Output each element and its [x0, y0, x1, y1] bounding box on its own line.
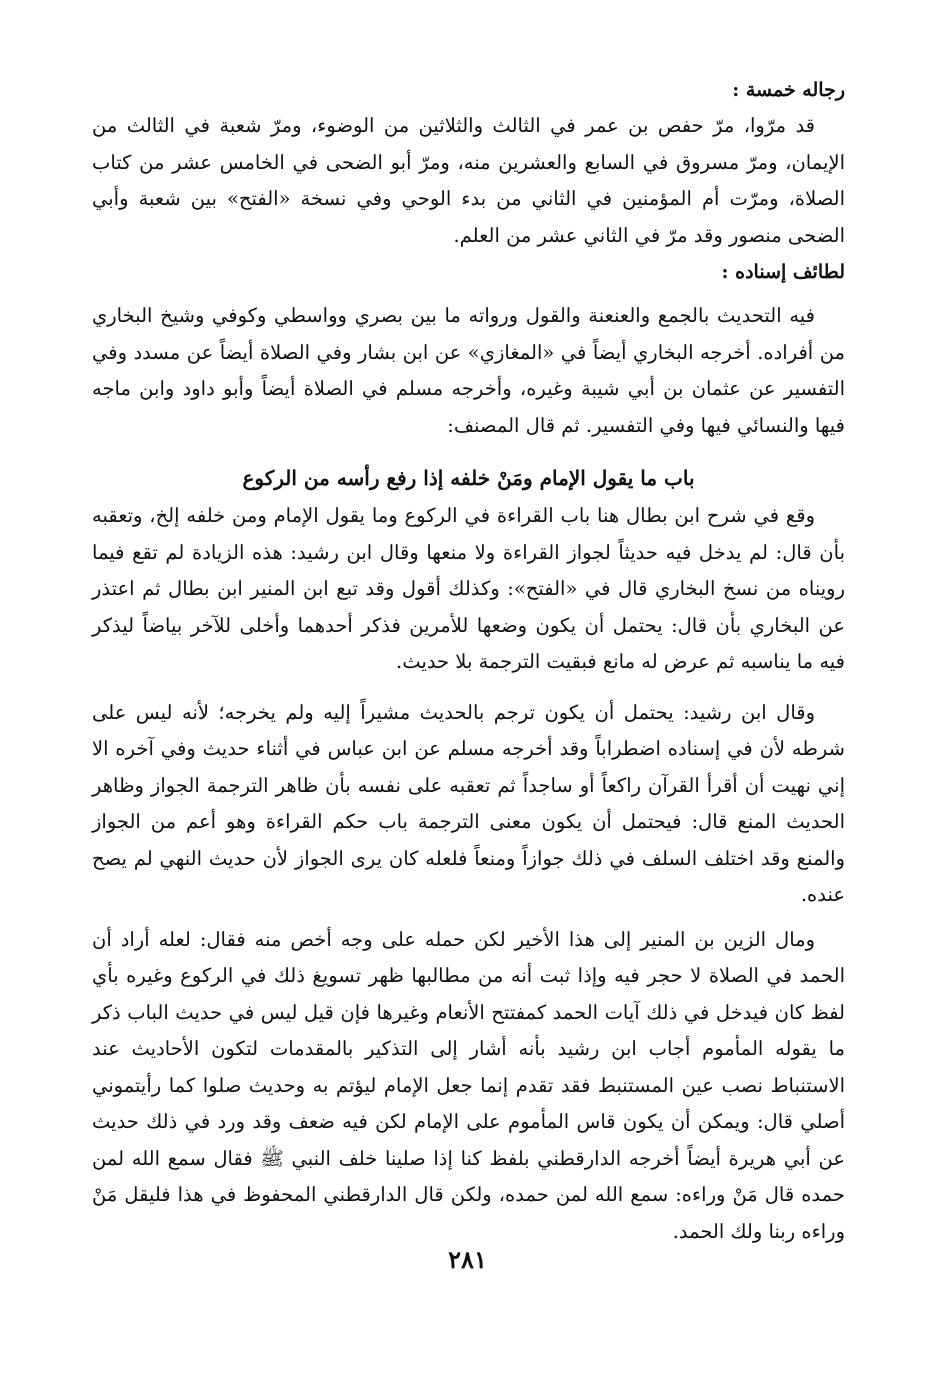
section-heading-narrators: رجاله خمسة : [732, 79, 845, 101]
spacer [92, 444, 845, 458]
section-heading-isnad-subtleties: لطائف إسناده : [721, 261, 845, 283]
paragraph: ومال الزين بن المنير إلى هذا الأخير لكن حمله على وجه أخص منه فقال: لعله أراد أن الحمد في الصلاة لا حجر فيه وإذا ثبت أنه من مطالبها ظهر تسويغ ذلك في الركوع وغيره بأي لفظ كان فيدخل في ذلك آيات الحمد كمفتتح الأنعام وغيرها فإن قيل ليس في حديث الباب ذكر ما يقوله المأموم أجاب ابن رشيد بأنه أشار إلى التذكير بالمقدمات لتكون الأحاديث عند الاستنباط نصب عين المستنبط فقد تقدم إنما جعل الإمام ليؤتم به وحديث صلوا كما رأيتموني أصلي قال: ويمكن أن يكون قاس المأموم على الإمام لكن فيه ضعف وقد ورد في ذلك حديث عن أبي هريرة أيضاً أخرجه الدارقطني بلفظ كنا إذا صلينا خلف النبي ﷺ فقال سمع الله لمن حمده قال مَنْ وراءه: سمع الله لمن حمده، ولكن قال الدارقطني المحفوظ في هذا فليقل مَنْ وراءه ربنا ولك الحمد. [92, 927, 845, 1243]
page-number: ٢٨١ [448, 1245, 487, 1274]
chapter-title: باب ما يقول الإمام ومَنْ خلفه إذا رفع رأسه من الركوع [242, 466, 695, 490]
spacer [92, 914, 845, 922]
paragraph-isnad-subtleties: فيه التحديث بالجمع والعنعنة والقول ورواته ما بين بصري وواسطي وكوفي وشيخ البخاري من أفراده. أخرجه البخاري أيضاً في «المغازي» عن ابن بشار وفي الصلاة أيضاً عن مسدد وفي التفسير عن عثمان بن أبي شيبة وغيره، وأخرجه مسلم في الصلاة أيضاً وأبو داود وابن ماجه فيها والنسائي فيها وفي التفسير. ثم قال المصنف: [92, 304, 845, 437]
paragraph-narrators: قد مرّوا، مرّ حفص بن عمر في الثالث والثلاثين من الوضوء، ومرّ شعبة في الثالث من الإيمان، ومرّ مسروق في السابع والعشرين منه، ومرّ أبو الضحى في الخامس عشر من كتاب الصلاة، ومرّت أم المؤمنين في الثاني من بدء الوحي وفي نسخة «الفتح» بين شعبة وأبي الضحى منصور وقد مرّ في الثاني عشر من العلم. [92, 114, 845, 247]
spacer [92, 290, 845, 298]
paragraph: وقال ابن رشيد: يحتمل أن يكون ترجم بالحديث مشيراً إليه ولم يخرجه؛ لأنه ليس على شرطه لأن في إسناده اضطراباً وقد أخرجه مسلم عن ابن عباس في أثناء حديث وفي آخره الا إني نهيت أن أقرأ القرآن راكعاً أو ساجداً ثم تعقبه على نفسه بأن ظاهر الترجمة الجواز وظاهر الحديث المنع قال: فيحتمل أن يكون معنى الترجمة باب حكم القراءة وهو أعم من الجواز والمنع وقد اختلف السلف في ذلك جوازاً ومنعاً فلعله كان يرى الجواز لأن حديث النهي لم يصح عنده. [92, 700, 845, 906]
paragraph: وقع في شرح ابن بطال هنا باب القراءة في الركوع وما يقول الإمام ومن خلفه إلخ، وتعقبه بأن قال: لم يدخل فيه حديثاً لجواز القراءة ولا منعها وقال ابن رشيد: هذه الزيادة لم تقع فيما رويناه من نسخ البخاري قال في «الفتح»: وكذلك أقول وقد تبع ابن المنير ابن بطال ثم اعتذر عن البخاري بأن قال: يحتمل أن يكون وضعها للأمرين فذكر أحدهما وأخلى للآخر بياضاً ليذكر فيه ما يناسبه ثم عرض له مانع فبقيت الترجمة بلا حديث. [92, 504, 845, 673]
spacer [92, 681, 845, 695]
